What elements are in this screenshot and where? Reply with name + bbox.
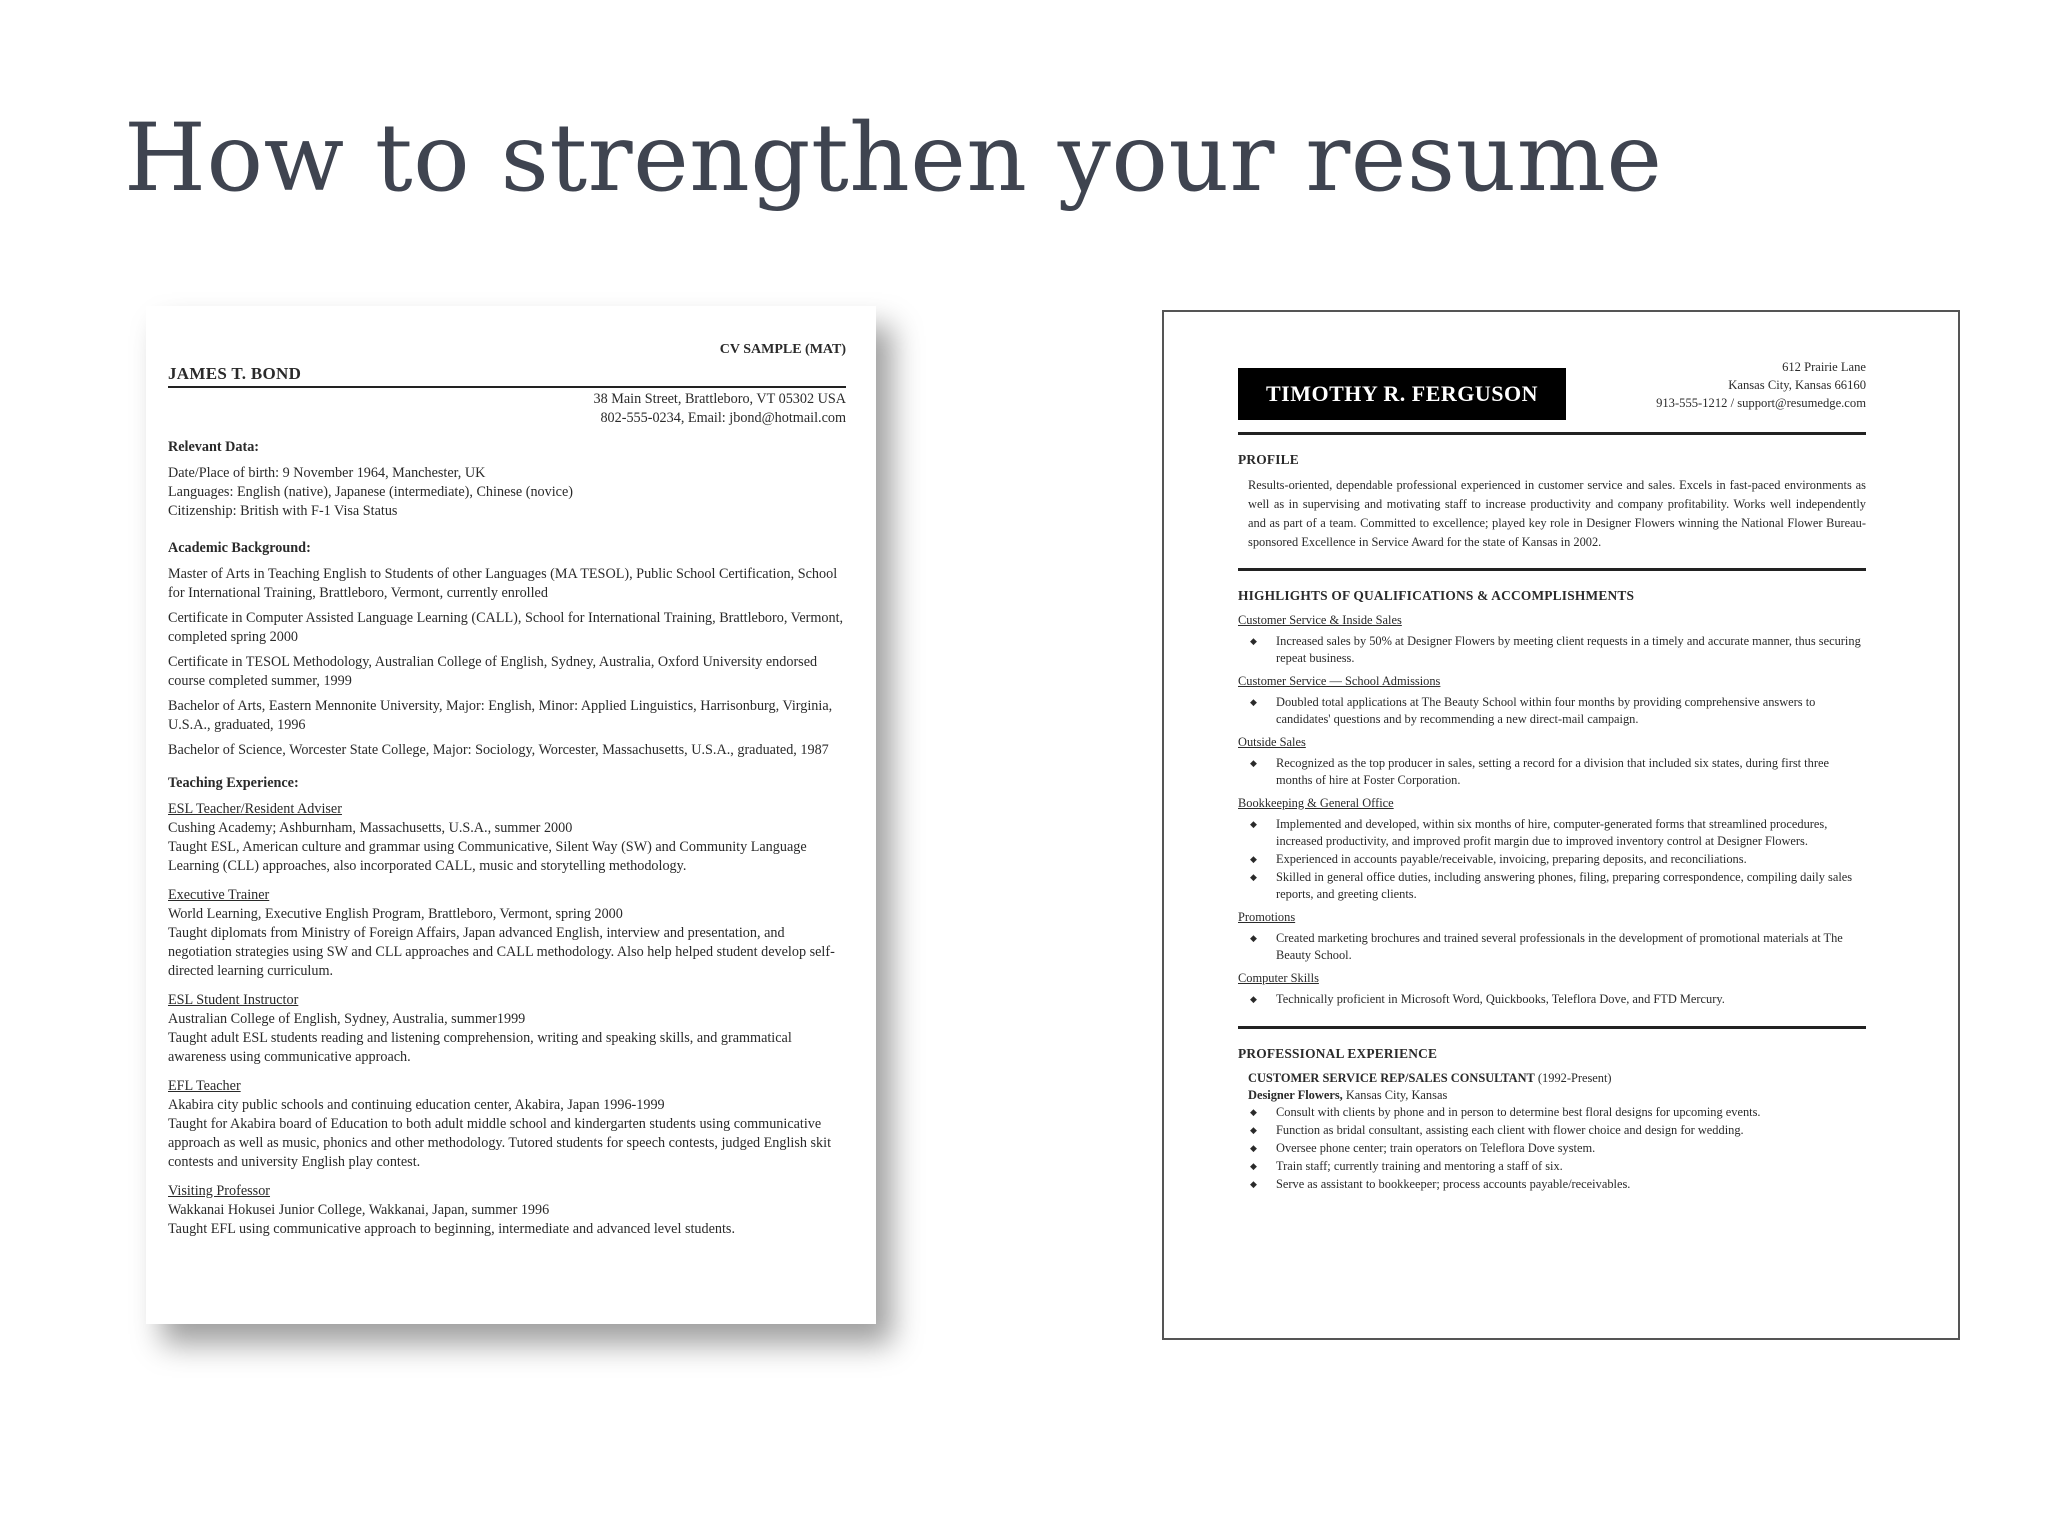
highlight-bullet: ◆ Increased sales by 50% at Designer Flowers by meeting client requests in a timely and accurate manner, thus securing repeat business.	[1276, 633, 1866, 667]
job-bullet: ◆ Oversee phone center; train operators on Teleflora Dove system.	[1276, 1140, 1866, 1157]
teaching-entry	[168, 800, 846, 876]
section-divider	[1238, 432, 1866, 435]
highlight-list	[1238, 633, 1866, 667]
resume-name: JAMES T. BOND	[168, 364, 302, 383]
teaching-role: EFL Teacher	[168, 1078, 241, 1094]
highlight-list	[1238, 930, 1866, 964]
profile-text: Results-oriented, dependable professional experienced in customer service and sales. Excels in fast-paced environments as well as in supervising and motivating staff to increase productivity and company profitability. Works well independently and as part of a team. Committed to excellence; played key role in Designer Flowers winning the National Flower Bureau-sponsored Excellence in Service Award for the state of Kansas in 2002.	[1248, 478, 1866, 549]
teaching-desc: Taught adult ESL students reading and listening comprehension, writing and speaking skills, and grammatical awareness using communicative approach.	[168, 1030, 792, 1065]
highlight-bullet: ◆ Technically proficient in Microsoft Word, Quickbooks, Teleflora Dove, and FTD Mercury.	[1276, 991, 1866, 1008]
teaching-role: ESL Teacher/Resident Adviser	[168, 801, 342, 817]
contact-block	[1656, 358, 1866, 412]
highlight-bullet: ◆ Implemented and developed, within six months of hire, computer-generated forms that streamlined procedures, increased productivity, and improved profit margin due to improved inventory control at Designer Flowers.	[1276, 816, 1866, 850]
teaching-place: Wakkanai Hokusei Junior College, Wakkanai, Japan, summer 1996	[168, 1202, 550, 1218]
highlight-list	[1238, 694, 1866, 728]
job-company: Designer Flowers,	[1248, 1088, 1343, 1102]
academic-item: Bachelor of Science, Worcester State College, Major: Sociology, Worcester, Massachusetts, U.S.A., graduated, 1987	[168, 742, 829, 758]
teaching-role: Visiting Professor	[168, 1183, 271, 1199]
job-duties	[1248, 1104, 1866, 1193]
address-block	[168, 390, 846, 428]
section-heading: Academic Background:	[168, 540, 311, 556]
address-line: 38 Main Street, Brattleboro, VT 05302 USA	[593, 391, 846, 407]
highlight-bullet: ◆ Recognized as the top producer in sales, setting a record for a division that included six states, during first three months of hire at Foster Corporation.	[1276, 755, 1866, 789]
job-bullet: ◆ Train staff; currently training and mentoring a staff of six.	[1276, 1158, 1866, 1175]
resume-sample-left	[146, 306, 876, 1324]
teaching-desc: Taught for Akabira board of Education to both adult middle school and kindergarten students using communicative approach as well as music, phonics and other methodology. Tutored students for speech contests, judged English skit contests and university English play contest.	[168, 1116, 832, 1170]
teaching-place: Australian College of English, Sydney, Australia, summer1999	[168, 1011, 526, 1027]
section-heading: Teaching Experience:	[168, 775, 299, 791]
section-divider	[1238, 568, 1866, 571]
highlight-bullet: ◆ Experienced in accounts payable/receivable, invoicing, preparing deposits, and reconciliations.	[1276, 851, 1866, 868]
teaching-desc: Taught ESL, American culture and grammar using Communicative, Silent Way (SW) and Community Language Learning (CLL) approaches, also incorporated CALL, music and storytelling methodology.	[168, 839, 807, 874]
relevant-line: Date/Place of birth: 9 November 1964, Manchester, UK	[168, 465, 486, 481]
highlight-list	[1238, 991, 1866, 1008]
resume-header	[1238, 358, 1866, 420]
relevant-line: Citizenship: British with F-1 Visa Status	[168, 503, 398, 519]
job-entry	[1238, 1070, 1866, 1193]
academic-item: Bachelor of Arts, Eastern Mennonite University, Major: English, Minor: Applied Linguistics, Harrisonburg, Virginia, U.S.A., graduated, 1996	[168, 698, 833, 733]
teaching-entry	[168, 991, 846, 1067]
teaching-entry	[168, 886, 846, 981]
highlight-list	[1238, 755, 1866, 789]
teaching-place: Cushing Academy; Ashburnham, Massachusetts, U.S.A., summer 2000	[168, 820, 573, 836]
teaching-entry	[168, 1182, 846, 1239]
header-divider	[168, 386, 846, 388]
job-bullet: ◆ Function as bridal consultant, assisting each client with flower choice and design for wedding.	[1276, 1122, 1866, 1139]
highlight-list	[1238, 816, 1866, 903]
contact-line: 612 Prairie Lane	[1782, 360, 1866, 374]
highlight-label: Promotions	[1238, 910, 1296, 924]
slide-title: How to strengthen your resume	[124, 104, 1663, 213]
highlight-label: Bookkeeping & General Office	[1238, 796, 1394, 810]
relevant-line: Languages: English (native), Japanese (intermediate), Chinese (novice)	[168, 484, 573, 500]
academic-item: Certificate in TESOL Methodology, Australian College of English, Sydney, Australia, Oxford University endorsed course completed summer, 1999	[168, 654, 818, 689]
highlight-label: Customer Service & Inside Sales	[1238, 613, 1402, 627]
job-location: Kansas City, Kansas	[1345, 1088, 1448, 1102]
contact-line: 913-555-1212 / support@resumedge.com	[1656, 396, 1866, 410]
teaching-place: World Learning, Executive English Program, Brattleboro, Vermont, spring 2000	[168, 906, 623, 922]
teaching-entry	[168, 1077, 846, 1172]
contact-line: Kansas City, Kansas 66160	[1728, 378, 1866, 392]
section-heading: HIGHLIGHTS OF QUALIFICATIONS & ACCOMPLISHMENTS	[1238, 588, 1635, 603]
section-heading: PROFESSIONAL EXPERIENCE	[1238, 1046, 1438, 1061]
job-bullet: ◆ Consult with clients by phone and in person to determine best floral designs for upcoming events.	[1276, 1104, 1866, 1121]
highlight-bullet: ◆ Skilled in general office duties, including answering phones, filing, preparing correspondence, compiling daily sales reports, and greeting clients.	[1276, 869, 1866, 903]
section-heading: PROFILE	[1238, 452, 1299, 467]
address-line: 802-555-0234, Email: jbond@hotmail.com	[600, 410, 846, 426]
teaching-place: Akabira city public schools and continuing education center, Akabira, Japan 1996-1999	[168, 1097, 665, 1113]
job-dates: (1992-Present)	[1537, 1071, 1612, 1085]
job-bullet: ◆ Serve as assistant to bookkeeper; process accounts payable/receivables.	[1276, 1176, 1866, 1193]
teaching-role: ESL Student Instructor	[168, 992, 299, 1008]
highlight-label: Outside Sales	[1238, 735, 1306, 749]
cv-sample-tag: CV SAMPLE (MAT)	[719, 342, 846, 357]
job-title: CUSTOMER SERVICE REP/SALES CONSULTANT	[1248, 1071, 1535, 1085]
highlight-label: Computer Skills	[1238, 971, 1319, 985]
highlight-bullet: ◆ Created marketing brochures and trained several professionals in the development of promotional materials at The Beauty School.	[1276, 930, 1866, 964]
teaching-desc: Taught EFL using communicative approach to beginning, intermediate and advanced level students.	[168, 1221, 735, 1237]
section-divider	[1238, 1026, 1866, 1029]
highlight-bullet: ◆ Doubled total applications at The Beauty School within four months by providing comprehensive answers to candidates' questions and by recommending a new direct-mail campaign.	[1276, 694, 1866, 728]
academic-item: Certificate in Computer Assisted Language Learning (CALL), School for International Training, Brattleboro, Vermont, completed spring 2000	[168, 610, 844, 645]
resume-name-plate: TIMOTHY R. FERGUSON	[1238, 368, 1566, 420]
teaching-role: Executive Trainer	[168, 887, 270, 903]
resume-sample-right	[1162, 310, 1960, 1340]
teaching-desc: Taught diplomats from Ministry of Foreign Affairs, Japan advanced English, interview and presentation, and negotiation strategies using SW and CLL approaches and CALL methodology. Also help helped student develop self-directed learning curriculum.	[168, 925, 835, 979]
highlight-label: Customer Service — School Admissions	[1238, 674, 1441, 688]
academic-item: Master of Arts in Teaching English to Students of other Languages (MA TESOL), Public School Certification, School for International Training, Brattleboro, Vermont, currently enrolled	[168, 566, 838, 601]
section-heading: Relevant Data:	[168, 439, 260, 455]
